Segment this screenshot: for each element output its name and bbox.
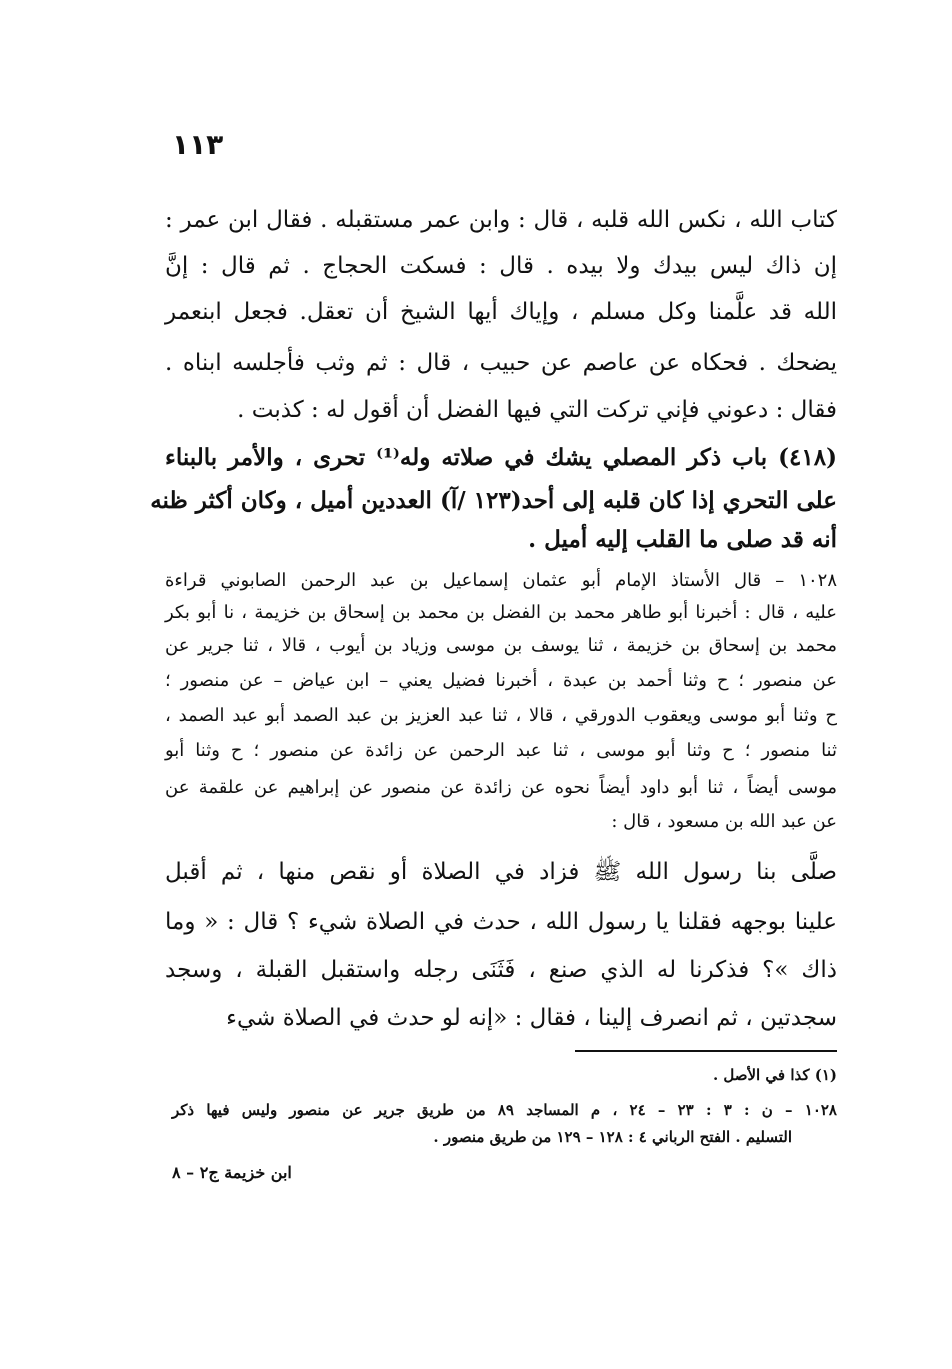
hadith-isnad-line: عن منصور ؛ ح وثنا أحمد بن عبدة ، أخبرنا فضيل يعني – ابن عياض – عن منصور ؛: [165, 670, 837, 691]
page-number: ١١٣: [172, 128, 224, 161]
footnote-line: (١) كذا في الأصل .: [712, 1066, 837, 1084]
hadith-isnad-line: ح وثنا أبو موسى ويعقوب الدورقي ، قالا ، ثنا عبد العزيز بن عبد الصمد أبو عبد الصمد ،: [165, 705, 837, 726]
text-line: الله قد علَّمنا وكل مسلم ، وإياك أيها الشيخ أن تعقل. فجعل ابنعمر: [165, 299, 837, 325]
hadith-isnad-line: موسى أيضاً ، ثنا أبو داود أيضاً نحوه عن زائدة عن منصور عن إبراهيم عن علقمة عن: [165, 777, 837, 798]
chapter-heading-line: على التحري إذا كان قلبه إلى أحد(١٢٣ /آ) العددين أميل ، وكان أكثر ظنه: [150, 487, 837, 514]
text-line: كتاب الله ، نكس الله قلبه ، قال : وابن عمر مستقبله . فقال ابن عمر :: [165, 207, 837, 233]
hadith-isnad-line: ١٠٢٨ – قال الأستاذ الإمام أبو عثمان إسماعيل بن عبد الرحمن الصابوني قراءة: [165, 570, 837, 591]
text-line: يضحك . فحكاه عن عاصم عن حبيب ، قال : ثم وثب فأجلسه ابناه .: [165, 350, 837, 376]
text-line: إن ذاك ليس بيدك ولا بيده . قال : فسكت الحجاج . ثم قال : إنَّ: [165, 253, 837, 279]
chapter-heading-line: أنه قد صلى ما القلب إليه أميل .: [528, 526, 837, 553]
hadith-isnad-line: ثنا منصور ؛ ح وثنا أبو موسى ، ثنا عبد الرحمن عن زائدة عن منصور ؛ ح وثنا أبو: [165, 740, 837, 761]
footnote-line: التسليم . الفتح الرباني ٤ : ١٢٨ – ١٢٩ من طريق منصور .: [433, 1128, 792, 1146]
hadith-matn-line: علينا بوجهه فقلنا يا رسول الله ، حدث في الصلاة شيء ؟ قال : « وما: [165, 909, 837, 935]
text-line: فقال : دعوني فإني تركت التي فيها الفضل أن أقول له : كذبت .: [237, 397, 837, 423]
hadith-matn-line: صلَّى بنا رسول الله ﷺ فزاد في الصلاة أو نقص منها ، ثم أقبل: [165, 859, 837, 885]
chapter-heading-line: (٤١٨) باب ذكر المصلي يشك في صلاته وله⁽¹⁾ تحرى ، والأمر بالبناء: [165, 444, 837, 471]
footnote-divider: [575, 1050, 837, 1052]
hadith-isnad-line: عليه ، قال : أخبرنا أبو طاهر محمد بن الفضل بن محمد بن إسحاق بن خزيمة ، نا أبو بكر: [165, 602, 837, 623]
hadith-matn-line: ذاك »؟ فذكرنا له الذي صنع ، فَثَنَى رجله واستقبل القبلة ، وسجد: [165, 957, 837, 983]
hadith-isnad-line: محمد بن إسحاق بن خزيمة ، ثنا يوسف بن موسى وزياد بن أيوب ، قالا ، ثنا جرير عن: [165, 635, 837, 656]
hadith-isnad-line: عن عبد الله بن مسعود ، قال :: [611, 811, 837, 832]
footnote-line: ١٠٢٨ – ن : ٣ : ٢٣ – ٢٤ ، م المساجد ٨٩ من طريق جرير عن منصور وليس فيها ذكر: [172, 1101, 837, 1119]
hadith-matn-line: سجدتين ، ثم انصرف إلينا ، فقال : «إنه لو حدث في الصلاة شيء: [226, 1005, 837, 1031]
page-signature: ابن خزيمة ج٢ – ٨: [172, 1163, 292, 1182]
